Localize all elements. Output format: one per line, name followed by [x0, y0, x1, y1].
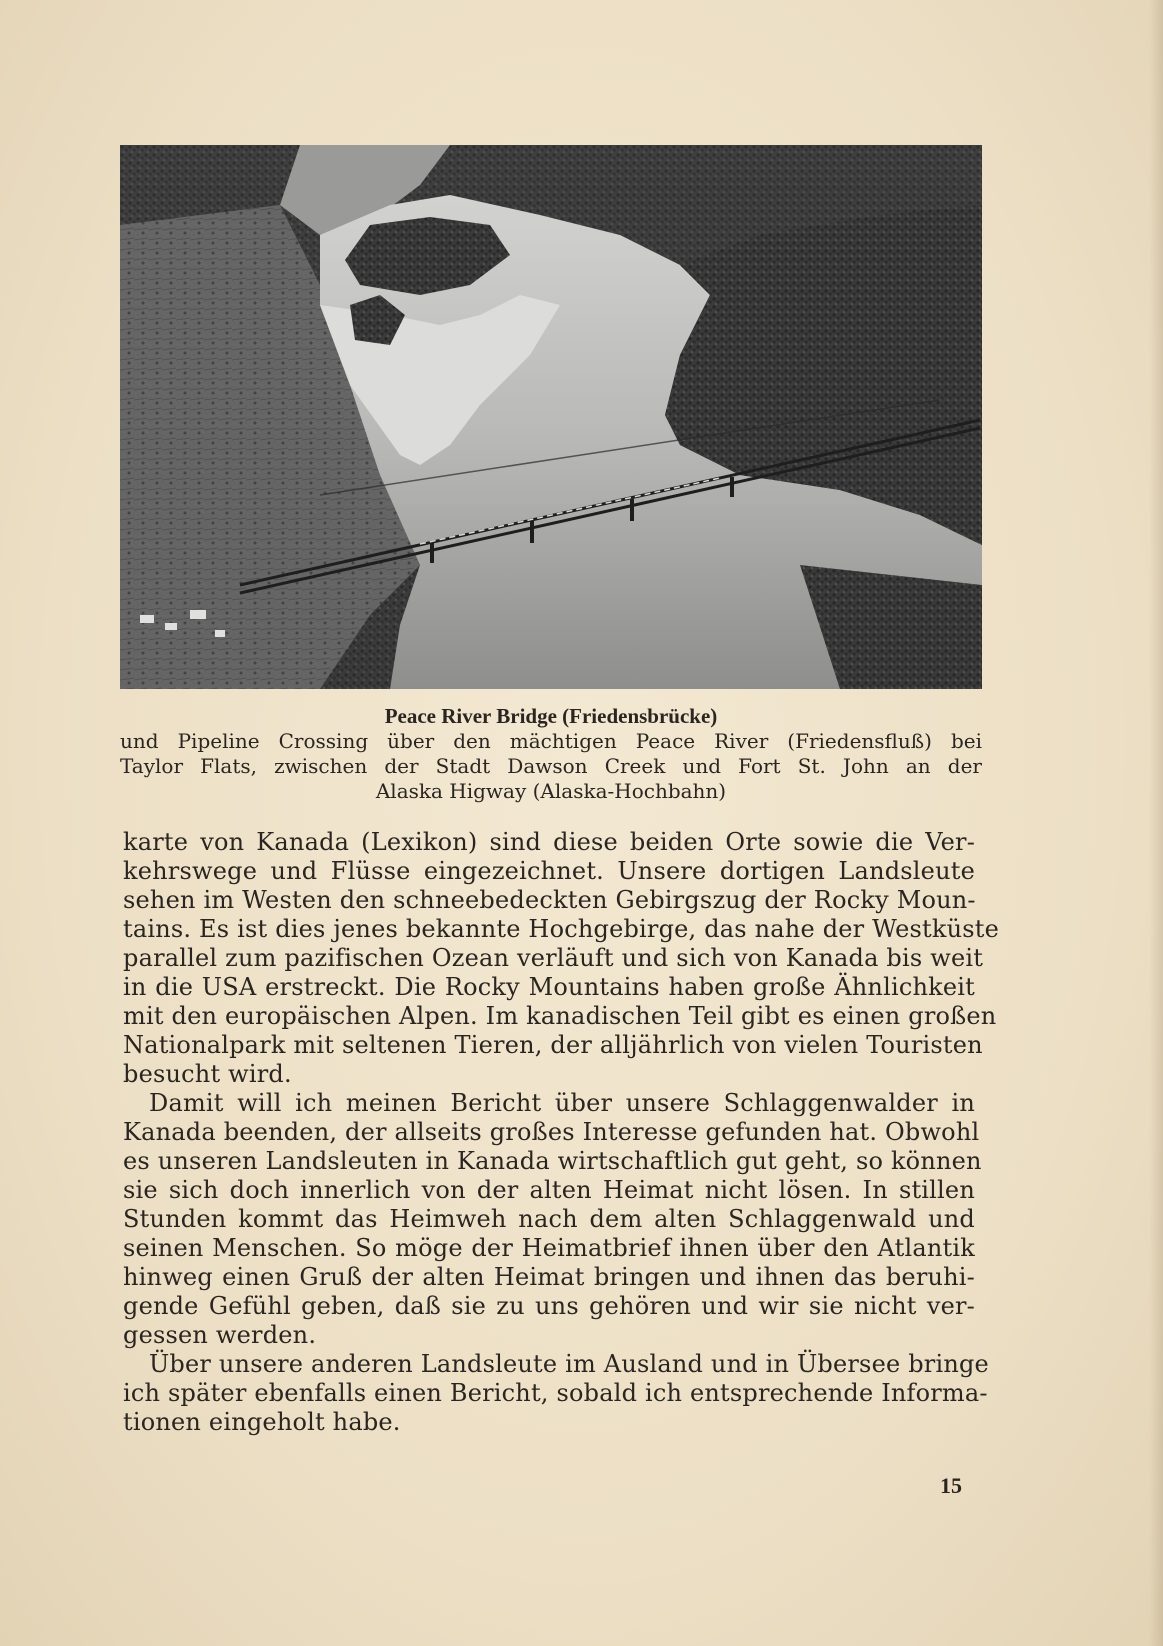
page-number: 15: [940, 1473, 962, 1498]
text-line: karte von Kanada (Lexikon) sind diese beiden Orte sowie die Ver-: [123, 828, 975, 856]
text-line: sie sich doch innerlich von der alten Heimat nicht lösen. In stillen: [123, 1176, 975, 1204]
text-line: Über unsere anderen Landsleute im Ausland und in Übersee bringe: [149, 1350, 989, 1378]
paragraph: [123, 1350, 989, 1437]
paragraph: [123, 1089, 982, 1350]
text-line: parallel zum pazifischen Ozean verläuft und sich von Kanada bis weit: [123, 944, 984, 972]
paragraph: [123, 828, 999, 1089]
caption-title: Peace River Bridge (Friedensbrücke): [384, 704, 718, 728]
aerial-photo-svg: [120, 145, 982, 689]
text-line: tionen eingeholt habe.: [123, 1408, 401, 1436]
caption-line: und Pipeline Crossing über den mächtigen Peace River (Friedensfluß) bei: [120, 729, 982, 753]
text-line: in die USA erstreckt. Die Rocky Mountains haben große Ähnlichkeit: [123, 973, 975, 1001]
caption-line: Alaska Higway (Alaska-Hochbahn): [375, 779, 727, 803]
text-line: Kanada beenden, der allseits großes Interesse gefunden hat. Obwohl: [123, 1118, 980, 1146]
body-text: [123, 828, 999, 1437]
text-line: hinweg einen Gruß der alten Heimat bringen und ihnen das beruhi-: [123, 1263, 975, 1291]
text-line: seinen Menschen. So möge der Heimatbrief ihnen über den Atlantik: [123, 1234, 975, 1262]
text-line: gessen werden.: [123, 1321, 317, 1349]
text-line: ich später ebenfalls einen Bericht, sobald ich entsprechende Informa-: [123, 1379, 988, 1407]
text-line: Nationalpark mit seltenen Tieren, der alljährlich von vielen Touristen: [123, 1031, 983, 1059]
text-line: mit den europäischen Alpen. Im kanadischen Teil gibt es einen großen: [123, 1002, 997, 1030]
photo-caption: [120, 704, 982, 804]
river-bridge-photo: [120, 145, 982, 689]
caption-line: Taylor Flats, zwischen der Stadt Dawson Creek und Fort St. John an der: [120, 754, 982, 778]
text-line: tains. Es ist dies jenes bekannte Hochgebirge, das nahe der Westküste: [123, 915, 999, 943]
text-line: besucht wird.: [123, 1060, 292, 1088]
text-line: gende Gefühl geben, daß sie zu uns gehören und wir sie nicht ver-: [123, 1292, 975, 1320]
text-line: Stunden kommt das Heimweh nach dem alten Schlaggenwald und: [123, 1205, 975, 1233]
text-line: kehrswege und Flüsse eingezeichnet. Unsere dortigen Landsleute: [123, 857, 975, 885]
text-line: es unseren Landsleuten in Kanada wirtschaftlich gut geht, so können: [123, 1147, 982, 1175]
text-line: sehen im Westen den schneebedeckten Gebirgszug der Rocky Moun-: [123, 886, 976, 914]
text-line: Damit will ich meinen Bericht über unsere Schlaggenwalder in: [149, 1089, 975, 1117]
